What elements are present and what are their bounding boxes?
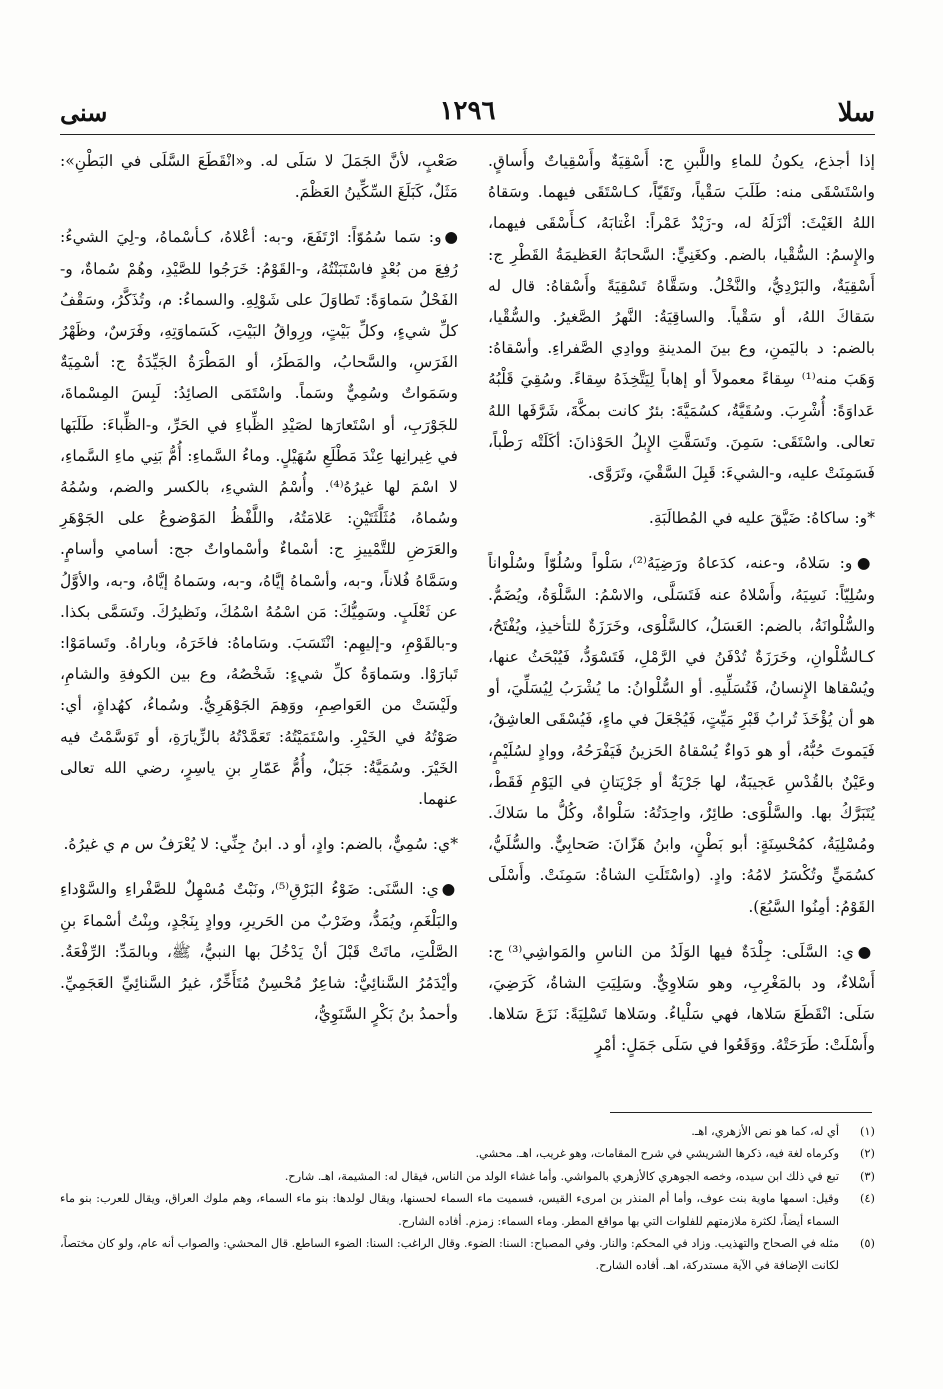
footnote-number: (١): [859, 1124, 875, 1138]
footnote: [60, 1232, 875, 1277]
entry-paragraph: ●ي: السَّنَى: ضَوْءُ البَرْقِ⁽⁵⁾، ونَبْتٌ مُسْهِلٌ للصَّفْراءِ والسَّوْداءِ والبَلْغَمِ، ويُمَدُّ، وضَرْبٌ من الحَريرِ، ووادٍ بِنَجْدٍ، وبِنْتُ أسْماءَ بنِ الصَّلْتِ، ماتَتْ قَبْلَ أنْ يَدْخُلَ بها النبيُّ، ﷺ، وبالمَدِّ: الرِّفْعَةُ. وأيْدَمُرُ السَّنائِيُّ: شاعِرٌ مُحْسِنٌ مُتَأَخِّرٌ، غيرُ السَّنائِيِّ العَجَمِيِّ. وأحمدُ بنُ بَكْرٍ السَّنَوِيُّ،: [60, 880, 459, 1024]
right-text-column: [488, 146, 875, 1096]
footnote-text: وكرماه لغة فيه، ذكرها الشريشي في شرح المقامات، وهو غريب، اهـ. محشي.: [475, 1146, 839, 1161]
entry-paragraph: ●ي: السَّلَى: جِلْدَةٌ فيها الوَلَدُ من الناسِ والمَواشِي⁽³⁾ ج: أَسْلاءٌ، ود بالمَغْرِبِ، وهو سَلاوِيٌّ. وسَلِيَتِ الشاةُ، كَرَضِيَ، سَلَى: انْقَطَعَ سَلاها، فهي سَلْياءُ. وسَلاها تَسْلِيَةً: نَزَعَ سَلاها. وأَسْلَتْ: طَرَحَتْهُ. ووَقَعُوا في سَلَى جَمَلٍ: أمْرٍ: [488, 942, 875, 1055]
footnote: [60, 1120, 875, 1142]
footnote-text: أي له، كما هو نص الأزهري، اهـ.: [691, 1124, 839, 1138]
footnote-text: وقيل: اسمها ماوية بنت عوف، وأما أم المنذر بن امرىء القيس، فسميت ماء السماء لحسنها، ويقال لولدها: بنو ماء السماء، وهم ملوك العراق، ويقال للعرب: بنو ماء السماء أيضاً، لكثرة ملازمتهم للفلوات التي بها مواقع المطر. وماء السماء: زمزم. أفاده الشارح.: [60, 1191, 839, 1228]
entry-paragraph: *و: ساكاهُ: ضَيَّقَ عليه في المُطالَبَةِ.: [648, 509, 875, 528]
footnote-number: (٣): [859, 1168, 875, 1183]
page-number: ١٢٩٦: [439, 96, 496, 126]
entry-paragraph: إذا أجذع، يكونُ للماءِ واللَّبنِ ج: أَسْقِيَةٌ وأَسْقِياتٌ وأَساقٍ. واسْتَسْقَى منه: طَلَبَ سَقْياً، وتَقَيّاً، كـاسْتَقَى فيهما. وسَقاهُ اللهُ الغَيْثَ: أنْزَلَهُ له، و-زَيْدٌ عَمْراً: اغْتابَهُ، كـأَسْقَى فيهما، والإِسمُ: السُّقْيا، بالضم. وكغَنِيٍّ: السَّحابَةُ العَظيمَةُ القَطْرِ ج: أَسْقِيَةٌ، والبَرْدِيُّ، والنَّخْلُ. وسَقَّاهُ تَسْقِيَةً وأَسْقاهُ: قال له سَقاكَ اللهُ، أو سَقْياً. والساقِيَةُ: النَّهرُ الصَّغيرُ. والسُّقْيا، بالضم: د باليَمنِ، وع بينَ المدينةِ ووادِي الصَّفراءِ. وأسْقاهُ: وَهَبَ منه⁽¹⁾ سِقاءً معمولاً أو إهاباً لِيَتَّخِذَهُ سِقاءً. وسُقِيَ قَلْبُهُ عَداوَةً: أُشْرِبَ. وسُقَيَّةُ، كسُمَيَّةَ: بئرٌ كانت بمكَّةَ، شَرَّفَها اللهُ تعالى. واسْتَقَى: سَمِنَ. وتَسَقَّتِ الإِبلُ الحَوْذانَ: أكَلَتْه رَطْباً، فَسَمِنَتْ عليه، و-الشيءَ: قَبِلَ السَّقْيَ، وتَرَوَّى.: [488, 152, 875, 483]
footnote-number: (٥): [859, 1236, 875, 1251]
entry-paragraph: صَعْبٍ، لأنَّ الجَمَلَ لا سَلَى له. و«انْقَطَعَ السَّلَى في البَطْنِ»: مَثَلٌ، كَبَلَغَ السِّكِّينُ العَظْمَ.: [60, 152, 458, 202]
running-headword-left: سنى: [60, 98, 108, 127]
footnote: [60, 1187, 875, 1232]
footnote: [60, 1142, 875, 1164]
footnote: [60, 1165, 875, 1187]
footnote-divider: [610, 1112, 872, 1113]
header-divider: [60, 134, 875, 135]
entry-paragraph: ●و: سَلاهُ، و-عنه، كدَعاهُ ورَضِيَهُ⁽²⁾، سَلْواً وسُلُوّاً وسُلْواناً وسُلِيّاً: نَسِيَهُ، وأَسْلاهُ عنه فَتَسَلَّى، والاسْمُ: السَّلْوَةُ، ويُضَمُّ. والسُّلْوانَةُ، بالضم: العَسَلُ، كالسَّلْوَى، وخَرَزَةٌ للتأخيذِ، ويُفْتَحُ، كـالسُّلْوانِ، وخَرَزَةٌ تُدْفَنُ في الرَّمْلِ، فَتَسْوَدُّ، فَيُبْحَثُ عنها، ويُسْقاها الإِنسانُ، فَتُسَلِّيهِ. أو السُّلْوانُ: ما يُشْرَبُ لِيُسَلِّيَ، أو هو أن يُؤْخَذَ تُرابُ قَبْرِ مَيِّتٍ، فَيُجْعَلَ في ماءٍ، فَيُسْقَى العاشِقُ، فَيَموتَ حُبُّهُ، أو هو دَواءٌ يُسْقاهُ الحَزينُ فَيَفْرَحُهُ، ووادٍ لسُلَيْمٍ، وعَيْنٌ بالقُدْسِ عَجيبَةٌ، لها جَرْيَةٌ أو جَرْيَتانِ في اليَوْمِ فَقَطْ، يُتَبَرَّكُ بها. والسَّلْوَى: طائِرٌ، واحِدَتُهُ: سَلْواةٌ، وكُلُّ ما سَلاكَ. ومُسْلِيَةُ، كمُحْسِنَةٍ: أبو بَطْنٍ، وابنُ هَزّانَ: صَحابِيٌّ. والسُّلَيُّ، كسُمَيٍّ وتُكْسَرُ لامُهُ: وادٍ. (واسْتَلَتِ الشاةُ: سَمِنَتْ. وأَسْلَى القَوْمُ: أمِنُوا السَّبُعَ).: [488, 554, 875, 916]
footnote-text: تبع في ذلك ابن سيده، وخصه الجوهري كالأزهري بالمواشي. وأما غشاء الولد من الناس، فيقال له: المشيمة، اهـ. شارح.: [284, 1168, 839, 1183]
left-text-column: [60, 146, 459, 1024]
page-header: [60, 96, 875, 136]
footnote-text: مثله في الصحاح والتهذيب. وزاد في المحكم: والنار. وفي المصباح: السنا: الضوء. وقال الراغب: السنا: الضوء الساطع. قال المحشي: والصواب أنه عام، ولو كان مختصاً، لكانت الإضافة في الآية مستدركة، اهـ. أفاده الشارح.: [60, 1236, 839, 1273]
footnote-number: (٢): [859, 1146, 875, 1161]
running-headword-right: سلا: [837, 98, 875, 128]
footnotes: [60, 1120, 875, 1277]
entry-paragraph: *ي: سُمِيٌّ، بالضم: وادٍ، أو د. ابنُ جِنِّي: لا يُعْرَفُ س م ي غيرُهُ.: [63, 835, 458, 854]
footnote-number: (٤): [859, 1191, 875, 1206]
entry-paragraph: ●و: سَما سُمُوّاً: ارْتَفَعَ، و-به: أعْلاهُ، كـأسْماهُ، و-لِيَ الشيءُ: رُفِعَ من بُعْدٍ فاسْتَبَنْتُهُ، و-القَوْمُ: خَرَجُوا للصَّيْدِ، وهُمْ سُماةٌ، و-الفَحْلُ سَماوَةً: تَطاوَلَ على شَوْلِهِ. والسماءُ: م، وتُذَكَّرُ، وسَقْفُ كلِّ شيءٍ، وكلِّ بَيْتٍ، ورِواقُ البَيْتِ، كَسَماوَتِهِ، وفَرَسٌ، وظَهْرُ الفَرَسِ، والسَّحابُ، والمَطَرُ، أو المَطْرَةُ الجَيِّدَةُ ج: أسْمِيَةٌ وسَمَواتٌ وسُمِيٌّ وسَماً. واسْتَمَى الصائِدُ: لَبِسَ المِسْماةَ، للجَوْرَبِ، أو اسْتَعارَها لصَيْدِ الظِّباءِ في الحَرِّ، و-الظِّباءَ: طَلَبَها في غِيرانِها عِنْدَ مَطْلَعِ سُهَيْلٍ. وماءُ السَّماءِ: أُمُّ بَنِي ماءِ السَّماءِ، لا اسْمَ لها غيرُهُ⁽⁴⁾. وأُسْمُ الشيءِ، بالكسر والضم، وسُمُهُ وسُماهُ، مُثَلَّثَتَيْنِ: عَلامَتُهُ، واللَّفْظُ المَوْضوعُ على الجَوْهَرِ والعَرَضِ للتَّمْييزِ ج: أسْماءٌ وأسْماواتٌ جج: أسامي وأسامٍ. وسَمَّاهُ فُلاناً، و-به، وأسْماهُ إيَّاهُ، و-به، وسَماهُ إيَّاهُ، و-به، والأوَّلُ عن ثَعْلَبٍ. وسَمِيُّكَ: مَن اسْمُهُ اسْمُكَ، ونَظيرُكَ. وتَسَمَّى بكذا. و-بالقَوْمِ، و-إليهِم: انْتَسَبَ. وسَاماهُ: فاخَرَهُ، وباراهُ. وتَسامَوْا: تَبارَوْا. وسَماوَةُ كلِّ شيءٍ: شَخْصُهُ، وع بين الكوفةِ والشامِ، ولَيْسَتْ من العَواصِمِ، ووَهِمَ الجَوْهَرِيُّ. وسُماءُ، كهُداةٍ، أي: صَوْتُهُ في الخَيْرِ. واسْتَمَيْتُهُ: تَعَمَّدْتُهُ بالزِّيارَةِ، أو تَوَسَّمْتُ فيه الخَيْرَ. وسُمَيَّةُ: جَبَلٌ، وأُمُّ عَمّارِ بنِ ياسِرٍ، رضي الله تعالى عنهما.: [60, 228, 458, 809]
